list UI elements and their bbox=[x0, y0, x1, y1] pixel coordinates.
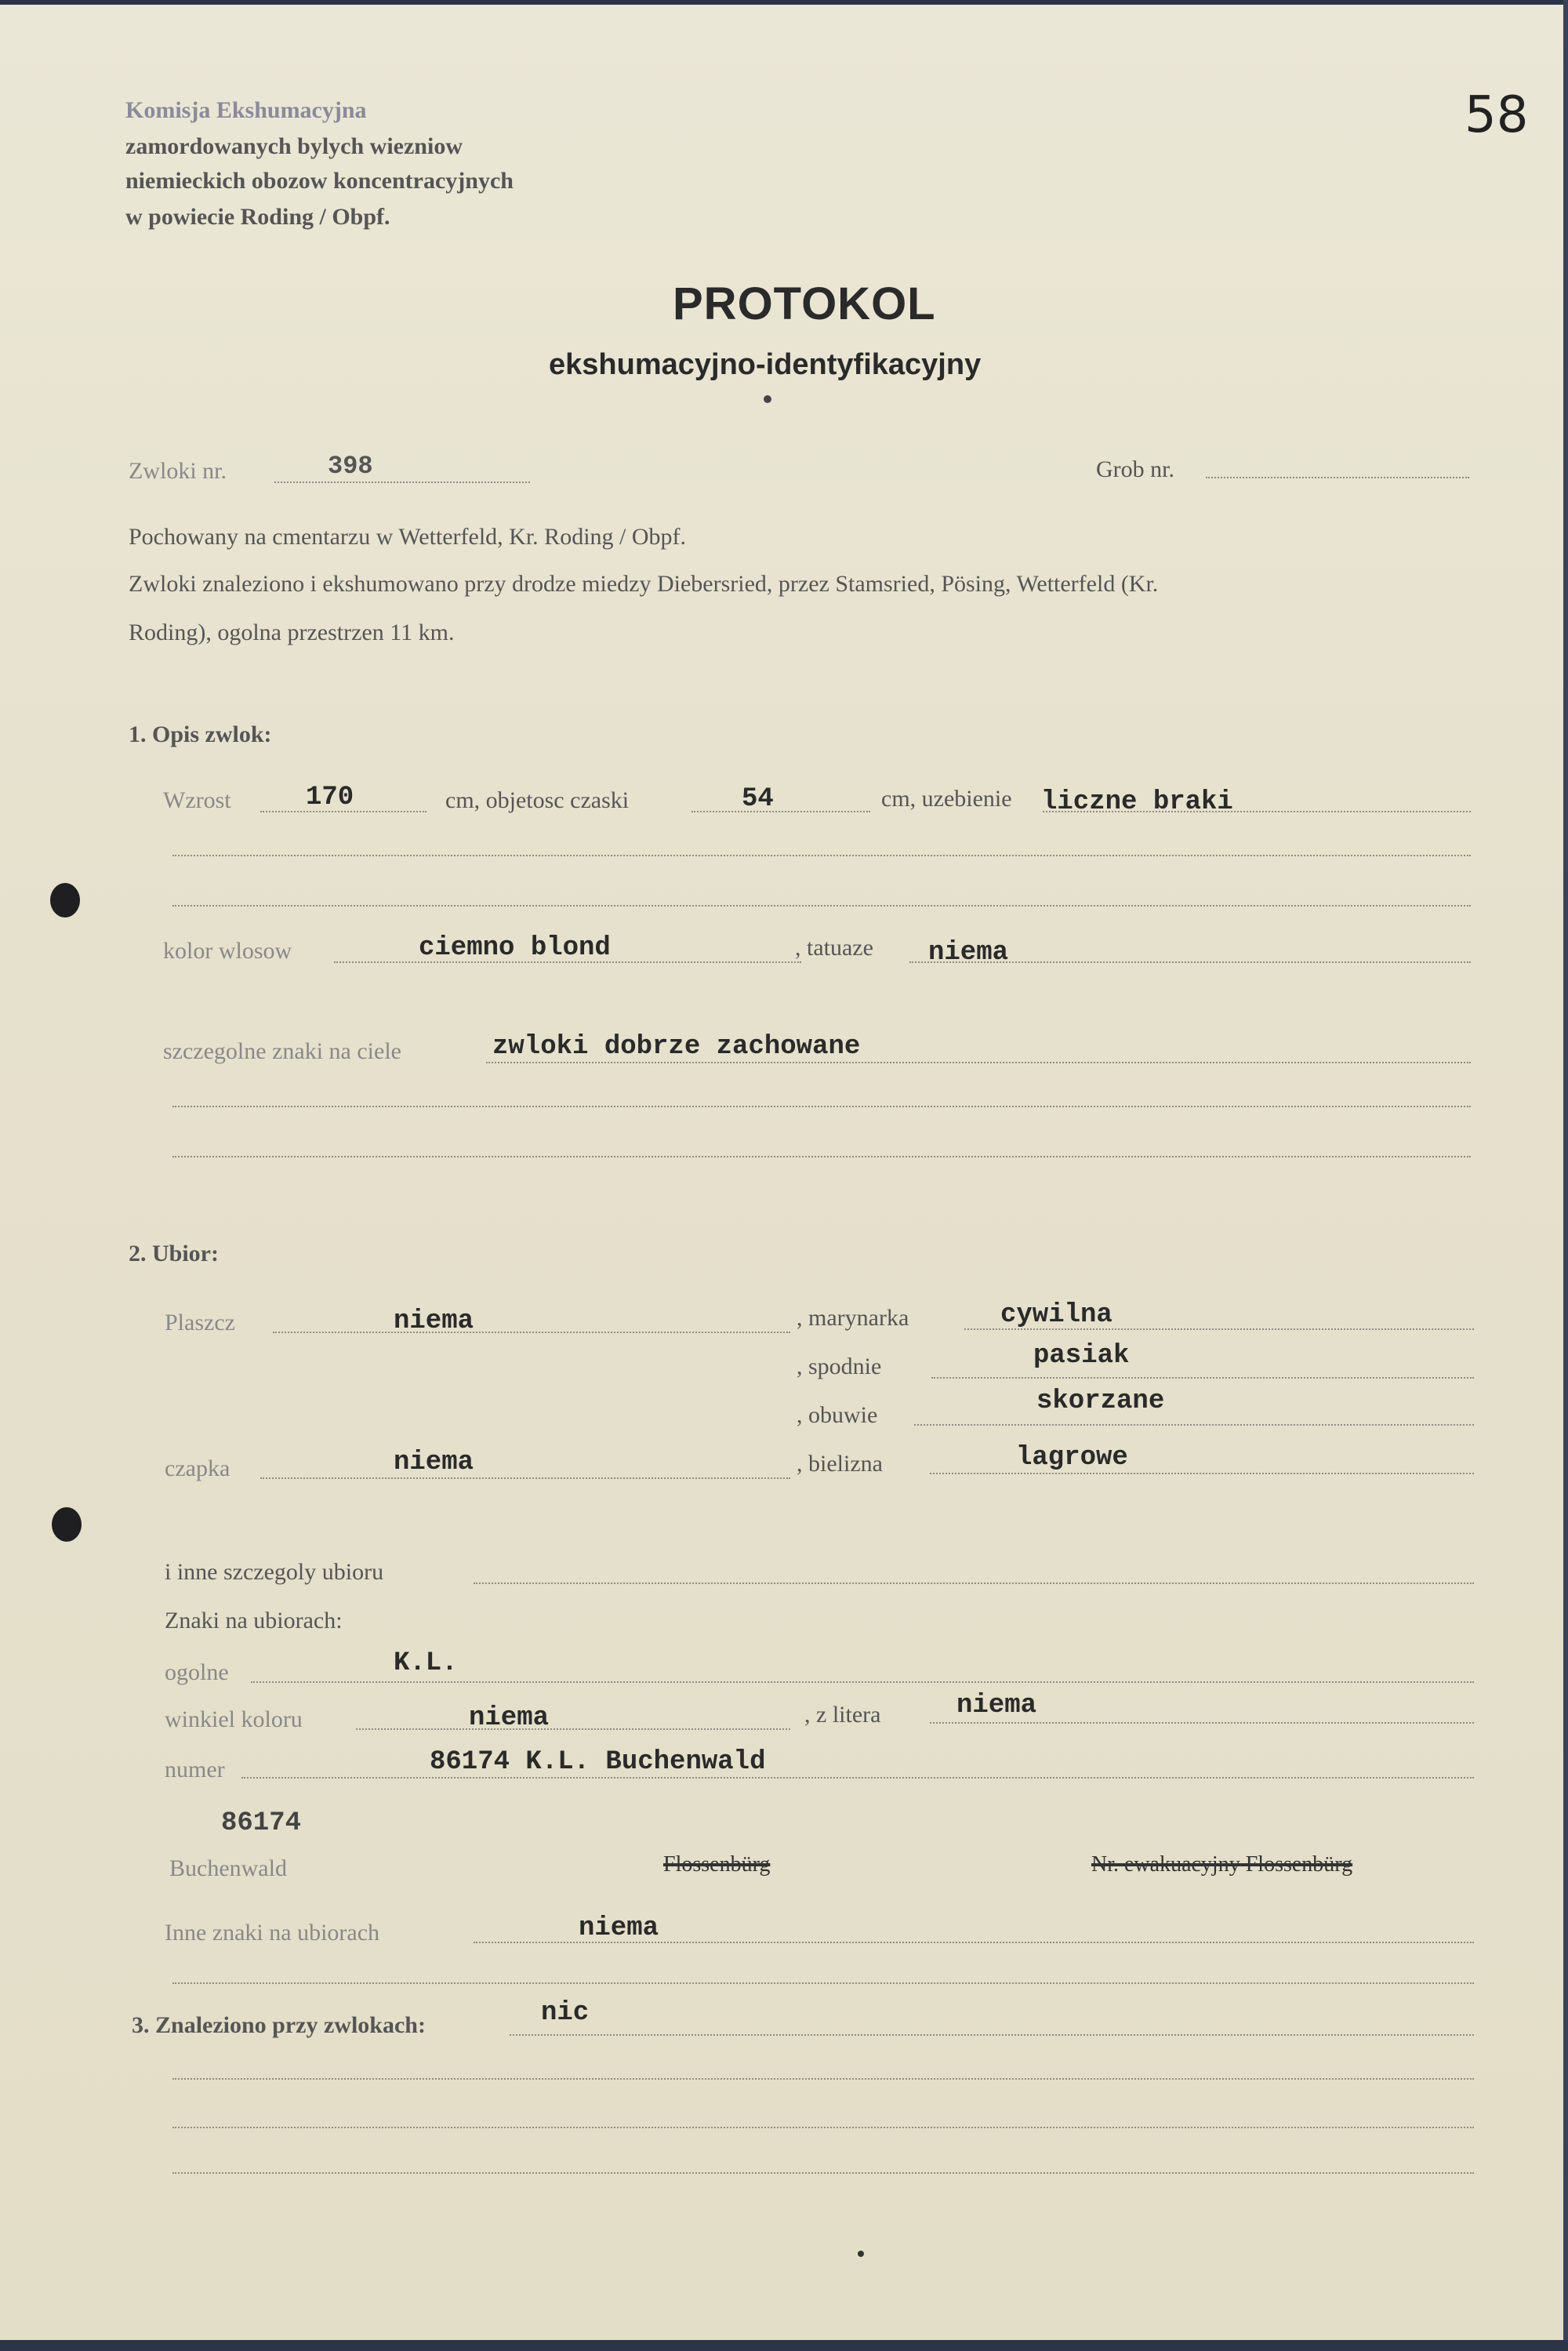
numer-value: 86174 K.L. Buchenwald bbox=[430, 1747, 766, 1777]
struck-flossenburg: Flossenbürg bbox=[663, 1852, 771, 1877]
grob-label: Grob nr. bbox=[1096, 456, 1174, 482]
marynarka-label: , marynarka bbox=[797, 1305, 909, 1331]
punch-hole-lower bbox=[52, 1507, 82, 1542]
czapka-value: niema bbox=[394, 1448, 474, 1477]
inne-szczegoly-label: i inne szczegoly ubioru bbox=[165, 1559, 384, 1585]
header-line-4: w powiecie Roding / Obpf. bbox=[125, 204, 390, 230]
z-litera-value: niema bbox=[956, 1691, 1037, 1721]
section-1-heading: 1. Opis zwlok: bbox=[129, 721, 272, 747]
ogolne-label: ogolne bbox=[165, 1659, 229, 1685]
section-2-heading: 2. Ubior: bbox=[129, 1241, 219, 1266]
section-3-value: nic bbox=[541, 1998, 590, 2028]
wzrost-label: Wzrost bbox=[163, 787, 231, 813]
bielizna-label: , bielizna bbox=[797, 1451, 883, 1477]
intro-line-3: Roding), ogolna przestrzen 11 km. bbox=[129, 620, 455, 645]
obuwie-label: , obuwie bbox=[797, 1402, 878, 1428]
kolor-value: ciemno blond bbox=[419, 933, 611, 963]
plaszcz-value: niema bbox=[394, 1306, 474, 1336]
czapka-label: czapka bbox=[165, 1455, 230, 1481]
bielizna-value: lagrowe bbox=[1016, 1443, 1128, 1473]
objetosc-label: cm, objetosc czaski bbox=[445, 787, 630, 813]
winkiel-label: winkiel koloru bbox=[165, 1706, 303, 1732]
marynarka-value: cywilna bbox=[1000, 1300, 1112, 1330]
znaki-value: zwloki dobrze zachowane bbox=[492, 1032, 861, 1062]
ogolne-value: K.L. bbox=[394, 1648, 458, 1678]
bottom-dot bbox=[858, 2251, 864, 2257]
inne-znaki-label: Inne znaki na ubiorach bbox=[165, 1920, 380, 1946]
header-line-1: Komisja Ekshumacyjna bbox=[125, 97, 367, 123]
struck-evac-number: Nr. ewakuacyjny Flossenbürg bbox=[1091, 1852, 1353, 1877]
page-number: 58 bbox=[1465, 86, 1529, 144]
intro-line-1: Pochowany na cmentarzu w Wetterfeld, Kr. Roding / Obpf. bbox=[129, 524, 687, 550]
czaszka-value: 54 bbox=[742, 784, 774, 814]
tatuaze-label: , tatuaze bbox=[795, 935, 873, 961]
zwloki-label: Zwloki nr. bbox=[129, 458, 227, 484]
zwloki-value: 398 bbox=[328, 452, 373, 481]
section-3-heading: 3. Znaleziono przy zwlokach: bbox=[132, 2012, 426, 2038]
tatuaze-value: niema bbox=[928, 938, 1009, 968]
document-title: PROTOKOL bbox=[673, 278, 936, 329]
buchenwald-number: 86174 bbox=[221, 1808, 302, 1838]
scan-edge-right bbox=[1563, 0, 1568, 2351]
znaki-label: szczegolne znaki na ciele bbox=[163, 1038, 401, 1064]
znaki-na-ubiorach-label: Znaki na ubiorach: bbox=[165, 1608, 343, 1633]
header-line-2: zamordowanych bylych wiezniow bbox=[125, 133, 463, 159]
uzebienie-value: liczne braki bbox=[1041, 787, 1233, 817]
obuwie-value: skorzane bbox=[1036, 1386, 1165, 1416]
header-line-3: niemieckich obozow koncentracyjnych bbox=[125, 168, 514, 194]
document-subtitle: ekshumacyjno-identyfikacyjny bbox=[549, 348, 982, 381]
scan-edge-bottom bbox=[0, 2340, 1568, 2351]
intro-line-2: Zwloki znaleziono i ekshumowano przy drodze miedzy Diebersried, przez Stamsried, Pösing, Wetterfeld (Kr. bbox=[129, 571, 1159, 597]
inne-znaki-value: niema bbox=[579, 1913, 659, 1943]
title-dot bbox=[764, 395, 771, 403]
winkiel-value: niema bbox=[469, 1703, 550, 1733]
numer-label: numer bbox=[165, 1757, 225, 1782]
spodnie-label: , spodnie bbox=[797, 1354, 882, 1379]
plaszcz-label: Plaszcz bbox=[165, 1310, 235, 1335]
punch-hole-upper bbox=[50, 883, 80, 918]
kolor-label: kolor wlosow bbox=[163, 938, 292, 964]
scan-edge-top bbox=[0, 0, 1568, 5]
z-litera-label: , z litera bbox=[804, 1702, 881, 1728]
buchenwald-label: Buchenwald bbox=[169, 1855, 287, 1881]
wzrost-value: 170 bbox=[306, 783, 354, 812]
uzebienie-label: cm, uzebienie bbox=[881, 786, 1012, 812]
spodnie-value: pasiak bbox=[1033, 1341, 1130, 1371]
